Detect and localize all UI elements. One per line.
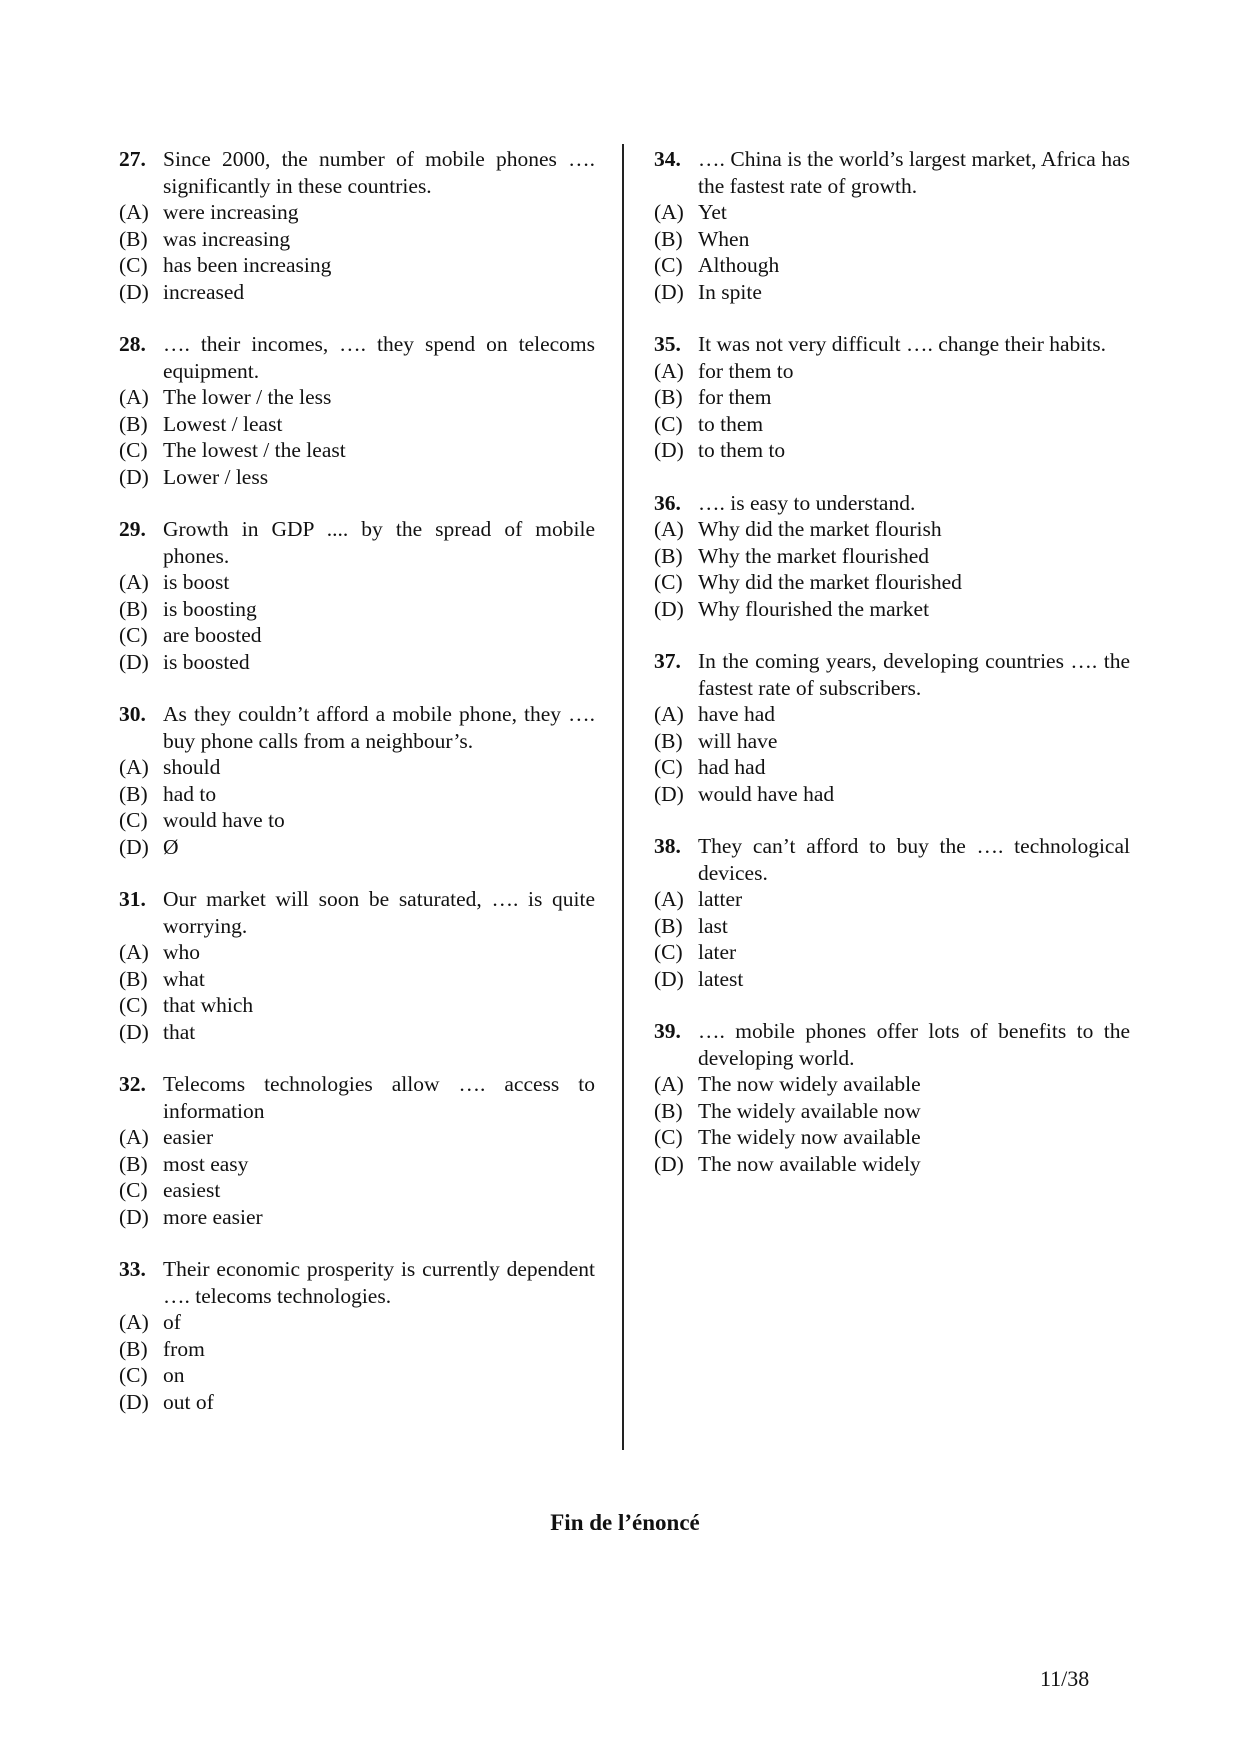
option-text: out of [163, 1389, 214, 1414]
option-text: The lowest / the least [163, 438, 346, 462]
answer-option [654, 252, 1130, 279]
answer-option [654, 279, 1130, 306]
answer-option [654, 596, 1130, 623]
end-of-statement-title: Fin de l’énoncé [550, 1510, 700, 1535]
answer-option [119, 1336, 595, 1363]
answer-option [654, 1124, 1130, 1151]
answer-option [654, 384, 1130, 411]
option-text: Lowest / least [163, 411, 283, 436]
question-text: As they couldn’t afford a mobile phone, they …. buy phone calls from a neighbour’s. [163, 702, 595, 753]
option-label: (B) [119, 1151, 148, 1176]
option-text: on [163, 1363, 185, 1387]
option-text: Yet [698, 200, 727, 224]
option-text: have had [698, 702, 776, 726]
option-text: to them to [698, 438, 786, 462]
answer-option [654, 1151, 1130, 1178]
question-number: 39. [654, 1019, 681, 1043]
question-text: Our market will soon be saturated, …. is quite worrying. [163, 887, 595, 938]
question-29 [119, 516, 595, 675]
question-stem [654, 1018, 1130, 1071]
question-text: Their economic prosperity is currently dependent …. telecoms technologies. [163, 1257, 595, 1308]
option-label: (A) [119, 940, 149, 964]
question-number: 30. [119, 702, 146, 726]
answer-option [654, 886, 1130, 913]
answer-option [654, 437, 1130, 464]
option-label: (B) [119, 1336, 148, 1361]
answer-option [654, 226, 1130, 253]
option-label: (D) [119, 834, 149, 859]
answer-option [119, 252, 595, 279]
answer-option [654, 754, 1130, 781]
answer-option [119, 781, 595, 808]
answer-option [119, 622, 595, 649]
question-number: 37. [654, 649, 681, 673]
option-label: (A) [654, 358, 684, 383]
option-label: (C) [654, 411, 683, 436]
question-stem [119, 886, 595, 939]
answer-option [654, 516, 1130, 543]
option-label: (B) [654, 1098, 683, 1123]
option-text: will have [698, 728, 778, 753]
answer-option [119, 199, 595, 226]
answer-option [119, 807, 595, 834]
option-label: (D) [654, 966, 684, 991]
question-number: 34. [654, 147, 681, 171]
answer-option [119, 754, 595, 781]
answer-option [119, 1309, 595, 1336]
option-label: (C) [119, 808, 148, 832]
question-stem [119, 331, 595, 384]
option-text: what [163, 966, 205, 991]
answer-option [654, 966, 1130, 993]
question-text: Telecoms technologies allow …. access to information [163, 1072, 595, 1123]
question-stem [654, 648, 1130, 701]
option-label: (B) [119, 226, 148, 251]
option-label: (C) [654, 940, 683, 964]
option-text: latter [698, 887, 743, 911]
option-text: In spite [698, 279, 762, 304]
option-label: (B) [654, 385, 683, 409]
option-label: (C) [119, 1363, 148, 1387]
option-text: more easier [163, 1204, 263, 1229]
option-text: Why did the market flourished [698, 570, 962, 594]
question-number: 33. [119, 1257, 146, 1281]
option-label: (C) [119, 1178, 148, 1202]
option-text: was increasing [163, 226, 291, 251]
question-30 [119, 701, 595, 860]
left-column [119, 146, 595, 1441]
option-text: most easy [163, 1151, 249, 1176]
answer-option [119, 1019, 595, 1046]
option-text: increased [163, 279, 245, 304]
option-text: were increasing [163, 200, 299, 224]
option-text: is boosting [163, 596, 257, 621]
answer-option [654, 939, 1130, 966]
question-number: 32. [119, 1072, 146, 1096]
question-text: …. is easy to understand. [698, 490, 916, 515]
answer-option [119, 1204, 595, 1231]
option-label: (C) [119, 253, 148, 277]
option-text: would have to [163, 808, 285, 832]
question-32 [119, 1071, 595, 1230]
option-label: (A) [654, 1072, 684, 1096]
option-text: from [163, 1336, 205, 1361]
answer-option [654, 199, 1130, 226]
option-label: (A) [119, 755, 149, 779]
answer-option [119, 569, 595, 596]
option-text: When [698, 226, 750, 251]
right-column [654, 146, 1130, 1203]
option-text: for them to [698, 358, 794, 383]
answer-option [654, 411, 1130, 438]
option-label: (C) [654, 755, 683, 779]
option-text: of [163, 1310, 181, 1334]
answer-option [119, 596, 595, 623]
option-text: who [163, 940, 201, 964]
answer-option [119, 1124, 595, 1151]
answer-option [119, 226, 595, 253]
option-label: (C) [654, 570, 683, 594]
question-text: In the coming years, developing countries …. the fastest rate of subscribers. [698, 649, 1130, 700]
question-number: 29. [119, 517, 146, 541]
answer-option [119, 939, 595, 966]
option-label: (A) [119, 1310, 149, 1334]
option-text: The now available widely [698, 1151, 921, 1176]
option-text: easiest [163, 1178, 221, 1202]
answer-option [119, 1389, 595, 1416]
question-text: It was not very difficult …. change their habits. [698, 332, 1106, 356]
option-label: (B) [119, 596, 148, 621]
answer-option [654, 701, 1130, 728]
option-label: (C) [119, 993, 148, 1017]
option-text: The lower / the less [163, 385, 332, 409]
option-label: (B) [654, 728, 683, 753]
answer-option [119, 1177, 595, 1204]
option-text: Lower / less [163, 464, 269, 489]
option-text: had had [698, 755, 766, 779]
question-stem [119, 146, 595, 199]
option-label: (D) [119, 649, 149, 674]
option-label: (D) [654, 1151, 684, 1176]
option-label: (D) [119, 1204, 149, 1229]
option-text: The widely available now [698, 1098, 921, 1123]
question-number: 31. [119, 887, 146, 911]
question-33 [119, 1256, 595, 1415]
option-label: (D) [654, 596, 684, 621]
option-text: Although [698, 253, 780, 277]
question-stem [654, 833, 1130, 886]
option-text: The widely now available [698, 1125, 921, 1149]
question-stem [119, 701, 595, 754]
option-label: (D) [119, 279, 149, 304]
question-number: 35. [654, 332, 681, 356]
answer-option [654, 1071, 1130, 1098]
option-text: is boost [163, 570, 230, 594]
question-31 [119, 886, 595, 1045]
option-label: (A) [119, 385, 149, 409]
option-label: (B) [119, 411, 148, 436]
option-text: to them [698, 411, 764, 436]
option-text: is boosted [163, 649, 250, 674]
option-text: easier [163, 1125, 214, 1149]
question-34 [654, 146, 1130, 305]
answer-option [654, 913, 1130, 940]
option-label: (C) [119, 623, 148, 647]
option-text: are boosted [163, 623, 262, 647]
page-number: 11/38 [1040, 1666, 1090, 1691]
question-36 [654, 490, 1130, 623]
answer-option [119, 411, 595, 438]
answer-option [654, 358, 1130, 385]
question-35 [654, 331, 1130, 464]
answer-option [119, 992, 595, 1019]
option-text: The now widely available [698, 1072, 921, 1096]
answer-option [119, 464, 595, 491]
option-text: had to [163, 781, 217, 806]
question-stem [119, 1256, 595, 1309]
option-label: (D) [119, 1389, 149, 1414]
answer-option [119, 384, 595, 411]
option-label: (A) [119, 200, 149, 224]
question-text: Growth in GDP .... by the spread of mobile phones. [163, 517, 595, 568]
answer-option [119, 966, 595, 993]
question-text: …. China is the world’s largest market, Africa has the fastest rate of growth. [698, 147, 1130, 198]
option-text: Why flourished the market [698, 596, 930, 621]
question-text: They can’t afford to buy the …. technological devices. [698, 834, 1130, 885]
question-number: 38. [654, 834, 681, 858]
answer-option [654, 1098, 1130, 1125]
question-stem [119, 516, 595, 569]
option-text: Why the market flourished [698, 543, 930, 568]
option-label: (D) [119, 1019, 149, 1044]
option-text: Why did the market flourish [698, 517, 942, 541]
question-stem [654, 146, 1130, 199]
option-label: (C) [654, 253, 683, 277]
option-label: (D) [654, 438, 684, 462]
option-text: last [698, 913, 728, 938]
option-label: (B) [654, 226, 683, 251]
answer-option [119, 279, 595, 306]
answer-option [119, 649, 595, 676]
answer-option [119, 437, 595, 464]
option-text: latest [698, 966, 744, 991]
option-label: (C) [654, 1125, 683, 1149]
option-label: (B) [119, 781, 148, 806]
question-stem [119, 1071, 595, 1124]
option-text: Ø [163, 834, 179, 859]
question-number: 27. [119, 147, 146, 171]
option-label: (D) [654, 781, 684, 806]
question-number: 36. [654, 490, 681, 515]
answer-option [654, 781, 1130, 808]
option-label: (B) [654, 913, 683, 938]
option-text: that [163, 1019, 196, 1044]
option-text: should [163, 755, 221, 779]
question-28 [119, 331, 595, 490]
option-text: later [698, 940, 737, 964]
answer-option [119, 1362, 595, 1389]
option-text: has been increasing [163, 253, 332, 277]
option-label: (D) [654, 279, 684, 304]
option-label: (B) [654, 543, 683, 568]
option-label: (C) [119, 438, 148, 462]
question-39 [654, 1018, 1130, 1177]
question-number: 28. [119, 332, 146, 356]
column-divider [622, 144, 624, 1450]
answer-option [119, 1151, 595, 1178]
option-label: (B) [119, 966, 148, 991]
option-text: would have had [698, 781, 835, 806]
answer-option [119, 834, 595, 861]
answer-option [654, 728, 1130, 755]
answer-option [654, 543, 1130, 570]
question-stem [654, 490, 1130, 517]
question-38 [654, 833, 1130, 992]
option-label: (A) [654, 887, 684, 911]
option-text: for them [698, 385, 772, 409]
question-text: Since 2000, the number of mobile phones …. significantly in these countries. [163, 147, 595, 198]
question-27 [119, 146, 595, 305]
option-label: (A) [119, 570, 149, 594]
option-label: (A) [654, 517, 684, 541]
question-text: …. their incomes, …. they spend on telecoms equipment. [163, 332, 595, 383]
question-37 [654, 648, 1130, 807]
question-stem [654, 331, 1130, 358]
question-text: …. mobile phones offer lots of benefits to the developing world. [698, 1019, 1130, 1070]
option-label: (A) [119, 1125, 149, 1149]
option-label: (D) [119, 464, 149, 489]
option-label: (A) [654, 702, 684, 726]
option-text: that which [163, 993, 254, 1017]
option-label: (A) [654, 200, 684, 224]
answer-option [654, 569, 1130, 596]
